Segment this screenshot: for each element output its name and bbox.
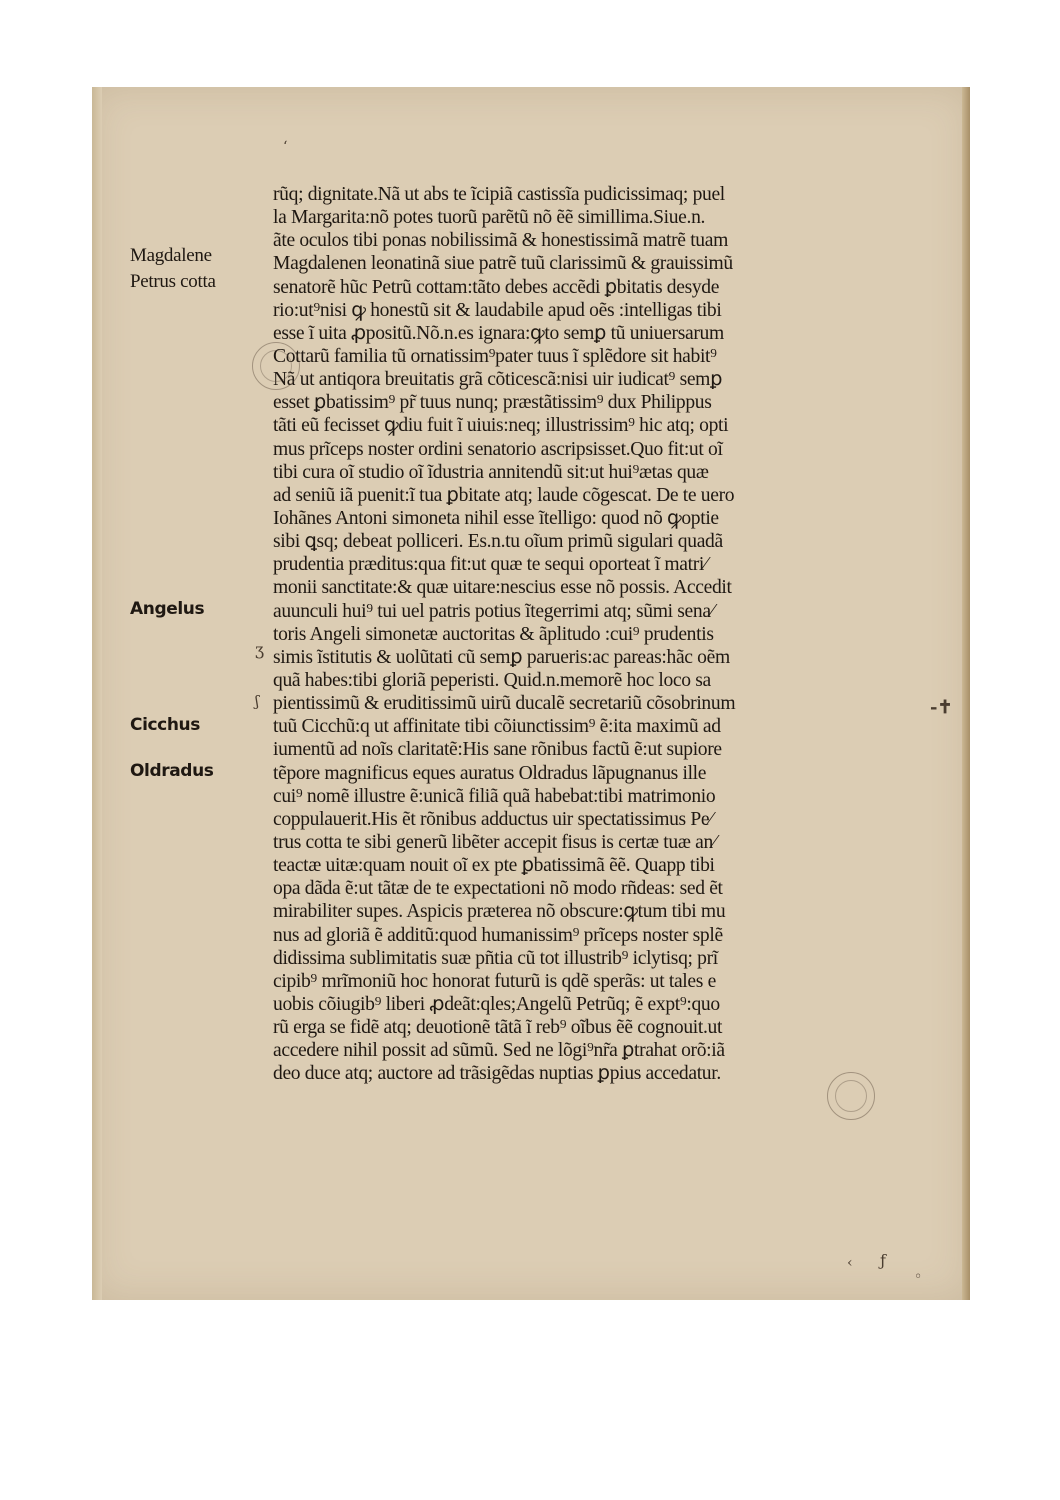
ink-speck: ‹: [847, 1255, 853, 1271]
text-line: ãte oculos tibi ponas nobilissimã & honestissimã matrẽ tuam: [273, 230, 728, 252]
text-line: mus prĩceps noster ordini senatorio ascripsisset.Quo fit:ut oĩ: [273, 438, 723, 460]
library-stamp-mark: [827, 1072, 875, 1120]
ink-speck: ƒ: [880, 1251, 886, 1270]
text-line: sibi ꝗsq; debeat polliceri. Es.n.tu oĩum primũ sigulari quadã: [273, 531, 723, 553]
text-line: Nã ut antiqora breuitatis grã cõticescã:nisi uir iudicat⁹ semꝑ: [273, 369, 723, 391]
text-line: teactæ uitæ:quam nouit oĩ ex pte ꝑbatissimã ẽẽ. Quapp tibi: [273, 855, 715, 877]
text-line: iumentũ ad noĩs claritatẽ:His sane rõnibus factũ ẽ:ut supiore: [273, 739, 722, 761]
main-text-block: [273, 183, 877, 1085]
text-line: deo duce atq; auctore ad trãsigẽdas nuptias ꝑpius accedatur.: [273, 1063, 721, 1085]
text-line: uobis cõiugib⁹ liberi ꝓdeãt:qles;Angelũ Petrũq; ẽ expt⁹:quo: [273, 993, 720, 1015]
ink-mark: ʃ: [255, 692, 260, 710]
book-leaf: [92, 87, 970, 1300]
text-line: opa dãda ẽ:ut tãtæ de te expectationi nõ modo rñdeas: sed ẽt: [273, 878, 723, 900]
ink-mark: ʒ: [255, 640, 265, 659]
text-line: simis ĩstitutis & uolũtati cũ semꝑ parueris:ac pareas:hãc oẽm: [273, 646, 730, 668]
text-line: tãti eũ fecisset ꝙdiu fuit ĩ uiuis:neq; illustrissim⁹ hic atq; opti: [273, 415, 729, 437]
ink-speck: ‘: [283, 139, 288, 155]
text-line: monii sanctitate:& quæ uitare:nescius esse nõ possis. Accedit: [273, 577, 732, 599]
text-line: tuũ Cicchũ:q ut affinitate tibi cõiunctissim⁹ ẽ:ita maximũ ad: [273, 716, 721, 738]
text-line: quã habes:tibi gloriã peperisti. Quid.n.memorẽ hoc loco sa: [273, 669, 711, 691]
text-line: nus ad gloriã ẽ additũ:quod humanissim⁹ prĩceps noster splẽ: [273, 924, 723, 946]
text-line: esset ꝑbatissim⁹ pr̃ tuus nunq; præstãtissim⁹ dux Philippus: [273, 392, 712, 414]
text-line: trus cotta te sibi generũ libẽter accepit fisus is certæ tuæ an⁄: [273, 831, 716, 853]
page-edge-shadow: [962, 87, 970, 1300]
text-line: tẽpore magnificus eques auratus Oldradus lãpugnanus ille: [273, 762, 707, 784]
text-line: rio:ut⁹nisi ꝙ honestũ sit & laudabile apud oẽs :intelligas tibi: [273, 299, 722, 321]
text-line: prudentia præditus:qua fit:ut quæ te sequi oporteat ĩ matri⁄: [273, 554, 707, 576]
page-gutter-shade: [92, 87, 102, 1300]
text-line: rũ erga se fidẽ atq; deuotionẽ tãtã ĩ reb⁹ oĩbus ẽẽ cognouit.ut: [273, 1017, 723, 1039]
text-line: mirabiliter supes. Aspicis præterea nõ obscure:ꝙtum tibi mu: [273, 901, 726, 923]
text-line: toris Angeli simonetæ auctoritas & ãplitudo :cui⁹ prudentis: [273, 623, 714, 645]
text-line: cui⁹ nomẽ illustre ẽ:unicã filiã quã habebat:tibi matrimonio: [273, 785, 716, 807]
text-line: Magdalenen leonatinã siue patrẽ tuũ clarissimũ & grauissimũ: [273, 253, 733, 275]
marginal-note-angelus: Angelus: [130, 599, 205, 619]
library-stamp-mark: [252, 342, 300, 390]
text-line: rũq; dignitate.Nã ut abs te ĩcipiã castissĩa pudicissimaq; puel: [273, 184, 725, 205]
text-line: coppulauerit.His ẽt rõnibus adductus uir spectatissimus Pe⁄: [273, 808, 713, 830]
text-line: ad seniũ iã puenit:ĩ tua ꝑbitate atq; laude cõgescat. De te uero: [273, 484, 735, 506]
text-line: esse ĩ uita ꝓpositũ.Nõ.n.es ignara:ꝙto semꝑ tũ uniuersarum: [273, 322, 724, 344]
marginal-note-cicchus: Cicchus: [130, 715, 200, 735]
marginal-note-petrus-cotta: Petrus cotta: [130, 271, 216, 292]
text-line: cipib⁹ mrĩmoniũ hoc honorat futurũ is qdẽ sperãs: ut tales e: [273, 970, 716, 992]
ink-speck: ◦: [914, 1269, 923, 1285]
text-line: didissima sublimitatis suæ pñtia cũ tot illustrib⁹ iclytisq; prĩ: [273, 947, 718, 969]
text-line: Iohãnes Antoni simoneta nihil esse ĩtelligo: quod nõ ꝙoptie: [273, 507, 719, 529]
text-line: Cottarũ familia tũ ornatissim⁹pater tuus ĩ splẽdore sit habit⁹: [273, 345, 717, 367]
marginal-note-oldradus: Oldradus: [130, 761, 214, 781]
ink-mark: -✝: [930, 697, 953, 718]
text-line: la Margarita:nõ potes tuorũ parẽtũ nõ ẽẽ simillima.Siue.n.: [273, 207, 706, 229]
text-line: pientissimũ & eruditissimũ uirũ ducalẽ secretariũ cõsobrinum: [273, 693, 736, 715]
text-line: accedere nihil possit ad sũmũ. Sed ne lõgi⁹nr̃a ꝑtrahat orõ:iã: [273, 1040, 725, 1062]
marginal-note-magdalene: Magdalene: [130, 245, 212, 266]
text-line: senatorẽ hũc Petrũ cottam:tãto debes accẽdi ꝑbitatis desyde: [273, 276, 720, 298]
text-line: tibi cura oĩ studio oĩ ĩdustria annitendũ sit:ut hui⁹ætas quæ: [273, 461, 709, 483]
text-line: auunculi hui⁹ tui uel patris potius ĩtegerrimi atq; sũmi sena⁄: [273, 600, 714, 622]
